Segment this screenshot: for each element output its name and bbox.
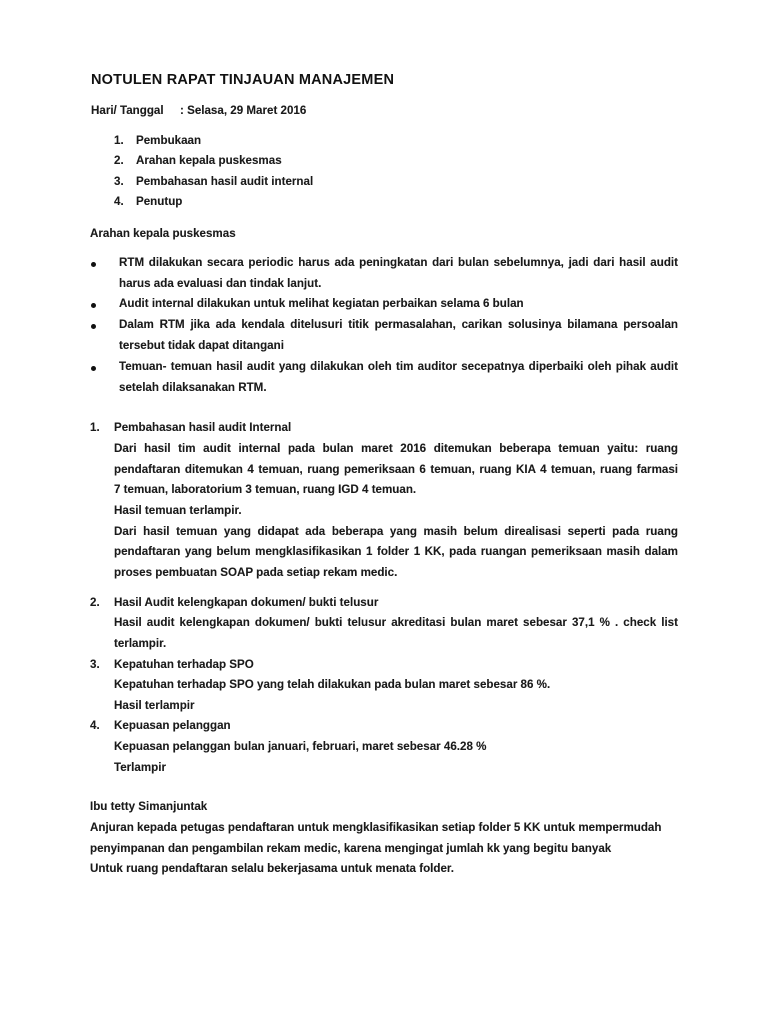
section-line: Kepatuhan terhadap SPO yang telah dilakukan pada bulan maret sebesar 86 %.: [114, 678, 551, 691]
arahan-heading: Arahan kepala puskesmas: [90, 227, 236, 240]
date-label: Hari/ Tanggal: [91, 104, 164, 117]
speaker-name: Ibu tetty Simanjuntak: [90, 800, 208, 813]
section-heading: Pembahasan hasil audit Internal: [114, 421, 292, 434]
section-line: terlampir.: [114, 637, 167, 650]
section-line: Hasil audit kelengkapan dokumen/ bukti telusur akreditasi bulan maret sebesar 37,1 % . check list: [114, 616, 678, 629]
closing-line: Anjuran kepada petugas pendaftaran untuk mengklasifikasikan setiap folder 5 KK untuk mempermudah: [90, 821, 662, 834]
date-value: : Selasa, 29 Maret 2016: [180, 104, 307, 117]
bullet-line: Audit internal dilakukan untuk melihat kegiatan perbaikan selama 6 bulan: [119, 297, 524, 310]
bullet-line: Temuan- temuan hasil audit yang dilakukan oleh tim auditor secepatnya diperbaiki oleh pihak audit: [119, 360, 678, 373]
section-heading: Kepatuhan terhadap SPO: [114, 658, 254, 671]
section-line: proses pembuatan SOAP pada setiap rekam medic.: [114, 566, 398, 579]
agenda-text: Penutup: [136, 195, 183, 208]
bullet-dot-icon: [91, 262, 96, 267]
agenda-text: Arahan kepala puskesmas: [136, 154, 282, 167]
section-line: Terlampir: [114, 761, 166, 774]
bullet-line: RTM dilakukan secara periodic harus ada peningkatan dari bulan sebelumnya, jadi dari hasil audit: [119, 256, 678, 269]
section-line: 7 temuan, laboratorium 3 temuan, ruang IGD 4 temuan.: [114, 483, 417, 496]
section-line: Dari hasil temuan yang didapat ada beberapa yang masih belum direalisasi seperti pada ruang: [114, 525, 678, 538]
section-line: Hasil terlampir: [114, 699, 195, 712]
bullet-line: harus ada evaluasi dan tindak lanjut.: [119, 277, 322, 290]
section-number: 4.: [90, 719, 100, 732]
agenda-number: 1.: [114, 134, 124, 147]
closing-line: penyimpanan dan pengambilan rekam medic, karena mengingat jumlah kk yang begitu banyak: [90, 842, 612, 855]
section-line: Dari hasil tim audit internal pada bulan maret 2016 ditemukan beberapa temuan yaitu: ruang: [114, 442, 678, 455]
bullet-dot-icon: [91, 324, 96, 329]
agenda-number: 3.: [114, 175, 124, 188]
section-number: 1.: [90, 421, 100, 434]
agenda-text: Pembukaan: [136, 134, 202, 147]
section-line: Kepuasan pelanggan bulan januari, februari, maret sebesar 46.28 %: [114, 740, 487, 753]
agenda-number: 2.: [114, 154, 124, 167]
bullet-line: Dalam RTM jika ada kendala ditelusuri titik permasalahan, carikan solusinya bilamana persoalan: [119, 318, 678, 331]
bullet-line: tersebut tidak dapat ditangani: [119, 339, 284, 352]
bullet-dot-icon: [91, 303, 96, 308]
section-heading: Kepuasan pelanggan: [114, 719, 231, 732]
agenda-number: 4.: [114, 195, 124, 208]
section-line: Hasil temuan terlampir.: [114, 504, 242, 517]
section-line: pendaftaran ditemukan 4 temuan, ruang pemeriksaan 6 temuan, ruang KIA 4 temuan, ruang farmasi: [114, 463, 678, 476]
section-line: pendaftaran yang belum mengklasifikasikan 1 folder 1 KK, pada ruangan pemeriksaan masih dalam: [114, 545, 678, 558]
section-heading: Hasil Audit kelengkapan dokumen/ bukti telusur: [114, 596, 379, 609]
section-number: 3.: [90, 658, 100, 671]
bullet-dot-icon: [91, 366, 96, 371]
bullet-line: setelah dilaksanakan RTM.: [119, 381, 267, 394]
closing-line: Untuk ruang pendaftaran selalu bekerjasama untuk menata folder.: [90, 862, 455, 875]
agenda-text: Pembahasan hasil audit internal: [136, 175, 314, 188]
section-number: 2.: [90, 596, 100, 609]
document-title: NOTULEN RAPAT TINJAUAN MANAJEMEN: [91, 72, 395, 88]
